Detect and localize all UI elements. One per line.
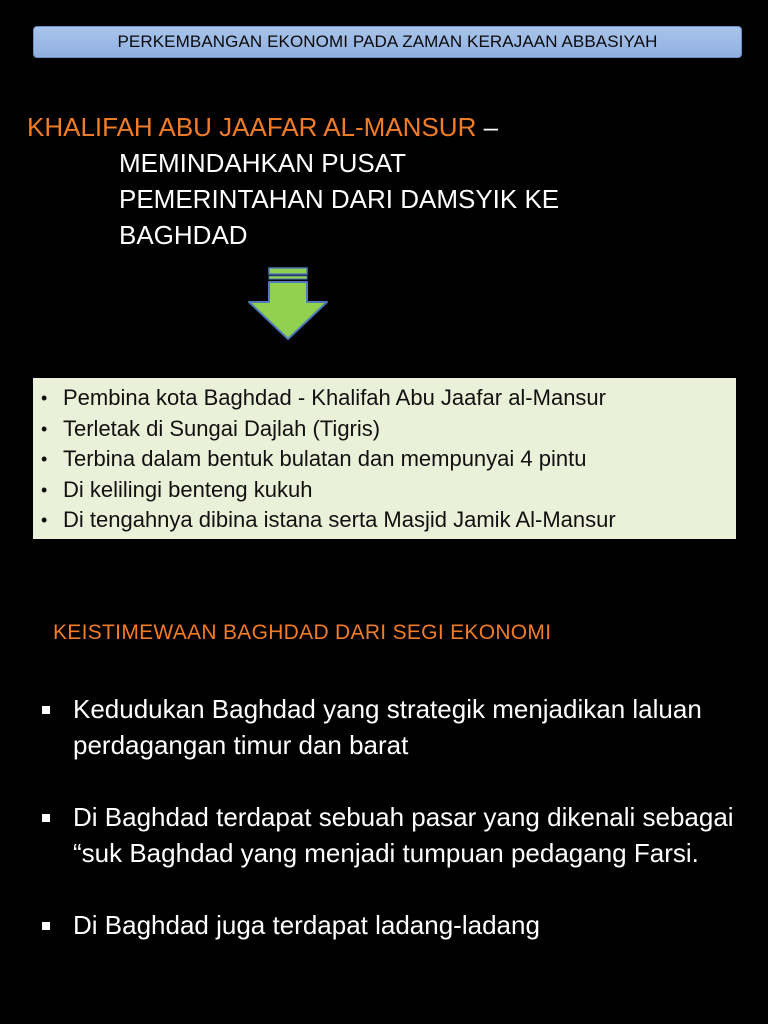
bullet-dot: • [41, 418, 48, 439]
heading-block [27, 109, 747, 253]
info-box [33, 378, 736, 539]
heading-line-2: PEMERINTAHAN DARI DAMSYIK KE [119, 184, 560, 214]
square-bullet [42, 922, 50, 930]
bullet-dot: • [41, 449, 48, 470]
info-list [41, 383, 736, 536]
square-bullet [42, 706, 50, 714]
bullet-dot: • [41, 479, 48, 500]
info-item-text: Terbina dalam bentuk bulatan dan mempunyai 4 pintu [63, 446, 587, 472]
info-item [41, 383, 736, 414]
point-item [40, 691, 740, 763]
bullet-dot: • [41, 388, 48, 408]
point-text: Kedudukan Baghdad yang strategik menjadikan laluan perdagangan timur dan barat [73, 694, 702, 760]
point-item [40, 799, 740, 871]
slide-title: PERKEMBANGAN EKONOMI PADA ZAMAN KERAJAAN ABBASIYAH [117, 32, 658, 51]
info-item [41, 414, 736, 445]
info-item [41, 444, 736, 475]
info-item-text: Di tengahnya dibina istana serta Masjid Jamik Al-Mansur [63, 507, 616, 533]
subheading: KEISTIMEWAAN BAGHDAD DARI SEGI EKONOMI [53, 621, 552, 644]
info-item-text: Di kelilingi benteng kukuh [63, 476, 313, 502]
heading-dash: – [476, 112, 499, 142]
slide-title-bar [33, 26, 742, 58]
bullet-dot: • [41, 510, 48, 531]
info-item [41, 475, 736, 506]
point-item [40, 907, 740, 943]
down-arrow-icon [247, 266, 329, 342]
square-bullet [42, 814, 50, 822]
point-text: Di Baghdad terdapat sebuah pasar yang dikenali sebagai “suk Baghdad yang menjadi tumpuan pedagang Farsi. [73, 802, 734, 868]
info-item-text: Terletak di Sungai Dajlah (Tigris) [63, 415, 381, 441]
info-item [41, 505, 736, 536]
info-item-text: Pembina kota Baghdad - Khalifah Abu Jaafar al-Mansur [63, 385, 606, 410]
khalifah-name: KHALIFAH ABU JAAFAR AL-MANSUR [27, 112, 477, 142]
heading-line-1: MEMINDAHKAN PUSAT [119, 148, 406, 178]
point-text: Di Baghdad juga terdapat ladang-ladang [73, 910, 540, 940]
points-list [40, 691, 740, 979]
heading-line-3: BAGHDAD [119, 220, 248, 250]
